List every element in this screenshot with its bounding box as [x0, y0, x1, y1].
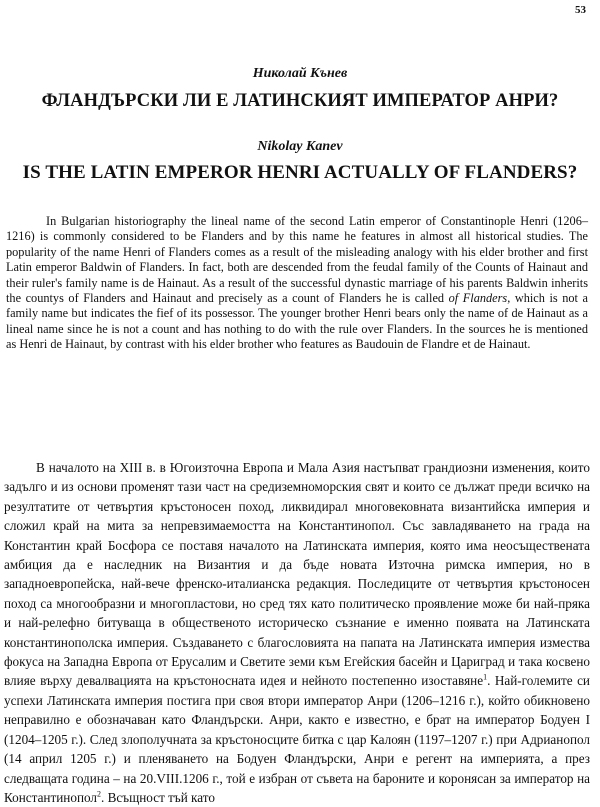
- abstract-text: In Bulgarian historiography the lineal name of the second Latin emperor of Constantinople Henri (1206–1216) is commonly considered to be Flanders and by this name he features in almost all historical studies. The popularity of the name Henri of Flanders comes as a result of the misleading analogy with his elder brother and first Latin emperor Baldwin of Flanders. In fact, both are descended from the feudal family of the Counts of Hainaut and their ruler's family name is de Hainaut. As a result of the successful dynastic marriage of his parents Baldwin inherits the countys of Flanders and Hainaut and precisely as a count of Flanders he is called: [6, 214, 588, 306]
- article-title-english: IS THE LATIN EMPEROR HENRI ACTUALLY OF FLANDERS?: [22, 162, 578, 183]
- english-abstract: [6, 214, 588, 353]
- page-number: 53: [575, 4, 586, 16]
- footnote-ref-2[interactable]: 2: [97, 789, 102, 799]
- footnote-ref-1[interactable]: 1: [483, 673, 488, 683]
- body-text: В началото на XIII в. в Югоизточна Европа и Мала Азия настъпват грандиозни изменения, които задълго и из основи променят тази част на средиземноморския свят и които се дължат преди всичко на резултатите от четвъртия кръстоносен поход, ликвидирал многовековната византийска империя и сложил край на мита за непревзимаемостта на Константинопол. Със завладяването на града на Константин край Босфора се поставя началото на Латинската империя, която има неосъществената амбиция да е наследник на Византия и да бъде новата Източна римска империя, но в западноевропейска, най-вече френско-италианска редакция. Последиците от четвъртия кръстоносен поход са многообразни и многопластови, но сред тях като политическо проявление може би най-пряка и най-релефно битуваща в общественото историческо съзнание е именно появата на Латинската константинополска империя. Създаването с благословията на папата на Латинската империя измества фокуса на Западна Европа от Ерусалим и Светите земи към Егейския басейн и Цариград и така косвено влияе върху девалвацията на кръстоносната идея и нейното постепенно изоставяне: [4, 460, 590, 689]
- abstract-italic-term: of Flanders: [448, 291, 508, 306]
- body-text-end: . Всъщност тъй като: [101, 789, 215, 805]
- author-name-bulgarian: Николай Кънев: [252, 66, 348, 81]
- abstract-text-continued: , which is not a family name but indicates the fief of its possessor. The younger brother Henri bears only the name of de Hainaut as a lineal name since he is not a count and has nothing to do with the rule over Flanders. In the sources he is mentioned as Henri de Hainaut, by contrast with his elder brother who features as Baudouin de Flandre et de Hainaut.: [6, 291, 588, 352]
- body-text-continued: . Най-големите си успехи Латинската империя постига при своя втори император Анри (1206–1216 г.), който обикновено неправилно е обозначаван като Фландърски. Анри, както е известно, е брат на император Бодуен I (1204–1205 г.). След злополучната за кръстоносците битка с цар Калоян (1197–1207 г.) при Адрианопол (14 април 1205 г.) и пленяването на Бодуен Фландърски, Анри е регент на империята, а през следващата година – на 20.VIII.1206 г., той е избран от съвета на бароните и коронясан за император на Константинопол: [4, 673, 590, 805]
- author-name-english: Nikolay Kanev: [257, 139, 343, 154]
- article-title-bulgarian: ФЛАНДЪРСКИ ЛИ Е ЛАТИНСКИЯТ ИМПЕРАТОР АНРИ?: [41, 91, 559, 111]
- article-body-paragraph: [4, 458, 590, 807]
